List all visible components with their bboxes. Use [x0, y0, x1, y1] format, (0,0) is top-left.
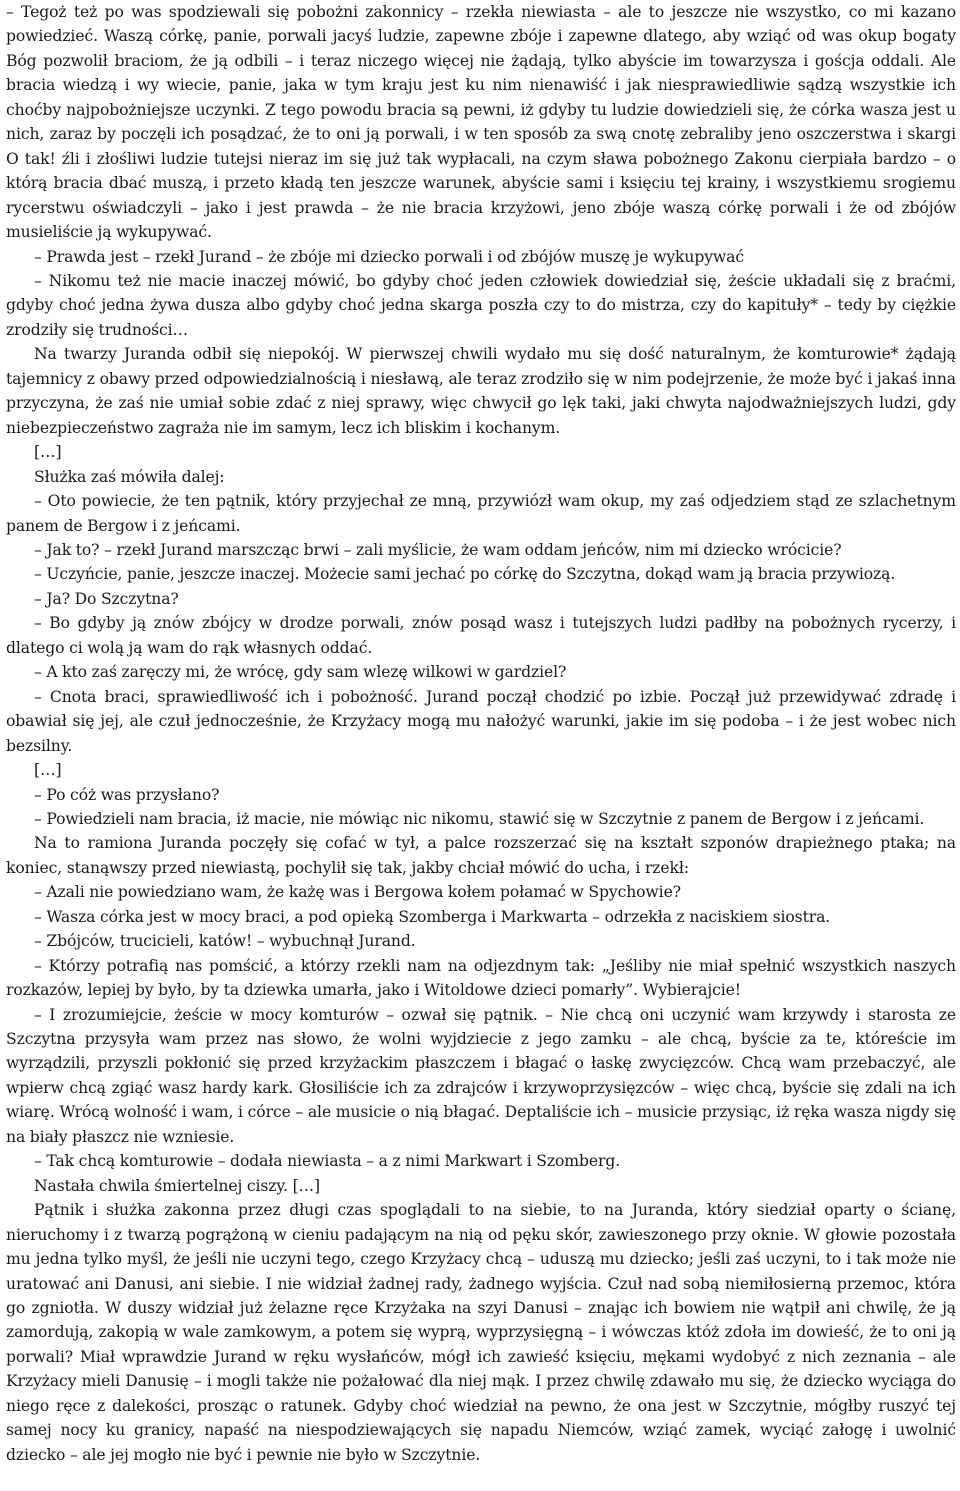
- paragraph: – Azali nie powiedziano wam, że każę was i Bergowa kołem połamać w Spychowie?: [34, 883, 681, 902]
- paragraph: – Powiedzieli nam bracia, iż macie, nie mówiąc nic nikomu, stawić się w Szczytnie z panem de Bergow i z jeńcami.: [34, 809, 925, 828]
- paragraph: – Tak chcą komturowie – dodała niewiasta – a z nimi Markwart i Szomberg.: [34, 1152, 621, 1171]
- paragraph: […]: [34, 443, 62, 462]
- paragraph: – Uczyńcie, panie, jeszcze inaczej. Możecie sami jechać po córkę do Szczytna, dokąd wam ją bracia przywiozą.: [34, 565, 896, 584]
- paragraph: Na twarzy Juranda odbił się niepokój. W pierwszej chwili wydało mu się dość naturalnym, że komturowie* żądają tajemnicy z obawy przed odpowiedzialnością i niesławą, ale teraz zrodziło się w nim podejrzenie, że może być i jakaś inna przyczyna, że zaś nie umiał sobie zdać z niej sprawy, więc chwycił go lęk taki, jaki chwyta najodważniejszych ludzi, gdy niebezpieczeństwo zagraża nie im samym, lecz ich bliskim i kochanym.: [6, 345, 956, 437]
- paragraph: Nastała chwila śmiertelnej ciszy. […]: [34, 1176, 321, 1195]
- paragraph: – A kto zaś zaręczy mi, że wrócę, gdy sam wlezę wilkowi w gardziel?: [34, 663, 567, 682]
- paragraph: – Cnota braci, sprawiedliwość ich i pobożność. Jurand począł chodzić po izbie. Począł już przewidywać zdradę i obawiał się jej, ale czuł jednocześnie, że Krzyżacy mogą mu nałożyć warunki, jakie im się podoba – i że jest wobec nich bezsilny.: [6, 687, 956, 755]
- paragraph: – Tegoż też po was spodziewali się pobożni zakonnicy – rzekła niewiasta – ale to jeszcze nie wszystko, co mi kazano powiedzieć. Waszą córkę, panie, porwali jacyś ludzie, zapewne zbóje i zapewne dlatego, aby wziąć od was okup bogaty Bóg pozwolił braciom, że ją odbili – i teraz niczego więcej nie żądają, tylko abyście im towarzysza i goścja oddali. Ale bracia wiedzą i wy wiecie, panie, jaka w tym kraju jest ku nim nienawiść i jak niesprawiedliwie sądzą wszystkie ich choćby najpobożniejsze uczynki. Z tego powodu bracia są pewni, iż gdyby tu ludzie dowiedzieli się, że córka wasza jest u nich, zaraz by poczęli ich posądzać, że to oni ją porwali, i w ten sposób za swą cnotę zebraliby jeno oszczerstwa i skargi O tak! źli i złośliwi ludzie tutejsi nieraz im się już tak wypłacali, na czym sława pobożnego Zakonu cierpiała bardzo – o którą bracia dbać muszą, i przeto kładą ten jeszcze warunek, abyście sami i księciu tej krainy, i wszystkiemu srogiemu rycerstwu oświadczyli – jako i jest prawda – że nie bracia krzyżowi, jeno zbóje waszą córkę porwali i że od zbójów musieliście ją wykupywać.: [6, 3, 956, 242]
- paragraph: Służka zaś mówiła dalej:: [34, 467, 225, 486]
- document-page: [6, 0, 956, 1467]
- paragraph: – Nikomu też nie macie inaczej mówić, bo gdyby choć jeden człowiek dowiedział się, żeście układali się z braćmi, gdyby choć jedna żywa dusza albo gdyby choć jedna skarga poszła czy to do mistrza, czy do kapituły* – tedy by ciężkie zrodziły się trudności…: [6, 271, 956, 339]
- paragraph: – Zbójców, trucicieli, katów! – wybuchnął Jurand.: [34, 932, 416, 951]
- paragraph: – Oto powiecie, że ten pątnik, który przyjechał ze mną, przywiózł wam okup, my zaś odjedziem stąd ze szlachetnym panem de Bergow i z jeńcami.: [6, 492, 956, 535]
- paragraph: – Bo gdyby ją znów zbójcy w drodze porwali, znów posąd wasz i tutejszych ludzi padłby na pobożnych rycerzy, i dlatego ci wolą ją wam do rąk własnych oddać.: [6, 614, 956, 657]
- paragraph: – Którzy potrafią nas pomścić, a którzy rzekli nam na odjezdnym tak: „Jeśliby nie miał spełnić wszystkich naszych rozkazów, lepiej by było, by ta dziewka umarła, jako i Witoldowe dzieci pomarły”. Wybierajcie!: [6, 956, 956, 1000]
- paragraph: – I zrozumiejcie, żeście w mocy komturów – ozwał się pątnik. – Nie chcą oni uczynić wam krzywdy i starosta ze Szczytna przysyła wam przez nas słowo, że wolni wyjdziecie z jego zamku – ale chcą, byście za te, któreście im wyrządzili, przyszli pokłonić się przed krzyżackim płaszczem i błagać o łaskę zwycięzców. Chcą wam przebaczyć, ale wpierw chcą zgiąć wasz hardy kark. Głosiliście ich za zdrajców i krzywoprzysięzców – więc chcą, byście się zdali na ich wiarę. Wrócą wolność i wam, i córce – ale musicie o nią błagać. Deptaliście ich – musicie przysiąc, iż ręka wasza nigdy się na biały płaszcz nie wzniesie.: [6, 1005, 956, 1146]
- paragraph: – Jak to? – rzekł Jurand marszcząc brwi – zali myślicie, że wam oddam jeńców, nim mi dziecko wrócicie?: [34, 540, 842, 559]
- paragraph: – Ja? Do Szczytna?: [34, 589, 179, 608]
- paragraph: Na to ramiona Juranda poczęły się cofać w tył, a palce rozszerzać się na kształt szponów drapieżnego ptaka; na koniec, stanąwszy przed niewiastą, pochylił się tak, jakby chciał mówić do ucha, i rzekł:: [6, 834, 956, 877]
- paragraph: – Prawda jest – rzekł Jurand – że zbóje mi dziecko porwali i od zbójów muszę je wykupywać: [34, 247, 745, 266]
- paragraph: – Wasza córka jest w mocy braci, a pod opieką Szomberga i Markwarta – odrzekła z naciskiem siostra.: [34, 907, 831, 926]
- paragraph: Pątnik i służka zakonna przez długi czas spoglądali to na siebie, to na Juranda, który siedział oparty o ścianę, nieruchomy i z twarzą pogrążoną w cieniu padającym na nią od pęku skór, zawieszonego przy oknie. W głowie pozostała mu jedna tylko myśl, że jeśli nie uczyni tego, czego Krzyżacy chcą – uduszą mu dziecko; jeśli zaś uczyni, to i tak może nie uratować ani Danusi, ani siebie. I nie widział żadnej rady, żadnego wyjścia. Czuł nad sobą niemiłosierną przemoc, która go zgniotła. W duszy widział już żelazne ręce Krzyżaka na szyi Danusi – znając ich bowiem nie wątpił ani chwilę, że ją zamordują, zakopią w wale zamkowym, a potem się wyprą, wyprzysięgną – i wówczas któż zdoła im dowieść, że to oni ją porwali? Miał wprawdzie Jurand w ręku wysłańców, mógł ich zawieść księciu, mękami wydobyć z nich zeznania – ale Krzyżacy mieli Danusię – i mogli także nie pożałować dla niej mąk. I przez chwilę zdawało mu się, że dziecko wyciąga do niego ręce z dalekości, prosząc o ratunek. Gdyby choć wiedział na pewno, że ona jest w Szczytnie, mógłby ruszyć tej samej nocy ku granicy, napaść na niespodziewających się napadu Niemców, wziąć zamek, wyciąć załogę i uwolnić dziecko – ale jej mogło nie być i pewnie nie było w Szczytnie.: [6, 1201, 956, 1464]
- paragraph: […]: [34, 761, 62, 780]
- paragraph: – Po cóż was przysłano?: [34, 785, 220, 804]
